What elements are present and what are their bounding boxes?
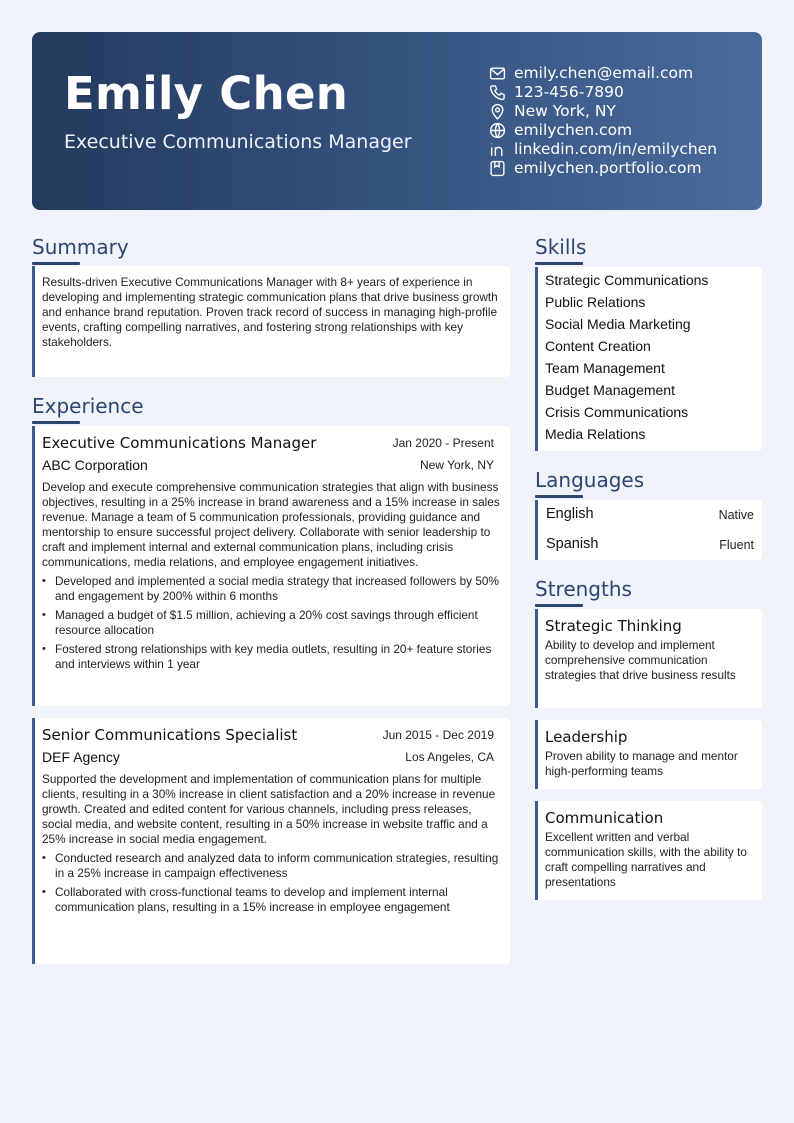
contact-linkedin[interactable] xyxy=(489,140,717,159)
resume-header xyxy=(32,32,762,210)
skills-heading: Skills xyxy=(535,235,587,259)
languages-heading: Languages xyxy=(535,468,645,492)
experience-heading: Experience xyxy=(32,394,144,418)
job-bullet: • Fostered strong relationships with key media outlets, resulting in 20+ feature stories and interviews within 1 year xyxy=(42,642,502,672)
strength-title: Leadership xyxy=(545,728,628,746)
strength-card xyxy=(535,609,762,708)
contact-email-text: emily.chen@email.com xyxy=(514,64,694,82)
skill-item: Social Media Marketing xyxy=(545,316,691,332)
job-card xyxy=(32,718,510,964)
language-row xyxy=(538,530,762,560)
job-bullets xyxy=(42,574,502,672)
job-card xyxy=(32,426,510,706)
contact-portfolio[interactable] xyxy=(489,159,717,178)
job-company: ABC Corporation xyxy=(42,457,148,473)
job-bullet: • Collaborated with cross-functional teams to develop and implement internal communication plans, resulting in a 15% increase in employee engagement xyxy=(42,885,502,915)
job-location: New York, NY xyxy=(419,458,494,472)
contact-phone[interactable] xyxy=(489,83,717,102)
globe-icon xyxy=(489,122,506,139)
language-name: Spanish xyxy=(546,536,599,552)
strength-title: Communication xyxy=(545,809,664,827)
summary-text: Results-driven Executive Communications Manager with 8+ years of experience in developing and implementing strategic communication plans that drive business growth and enhance brand reputation. Proven track record of success in managing high-profile events, crafting compelling narratives, and fostering strong relationships with key stakeholders. xyxy=(42,275,498,349)
contact-website[interactable] xyxy=(489,121,717,140)
candidate-title: Executive Communications Manager xyxy=(64,131,412,153)
skill-item: Strategic Communications xyxy=(545,272,709,288)
mail-icon xyxy=(489,65,506,82)
skill-item: Team Management xyxy=(545,360,665,376)
strength-text: Excellent written and verbal communication skills, with the ability to craft compelling narratives and presentations xyxy=(545,830,747,889)
language-level: Fluent xyxy=(719,538,754,552)
job-description: Supported the development and implementation of communication plans for multiple clients, resulting in a 30% increase in client satisfaction and a 20% increase in revenue growth. Created and edited content for various channels, including press releases, social media, and website content, resulting in a 50% increase in website traffic and a 25% increase in social media engagement. xyxy=(42,772,496,846)
job-bullet: • Conducted research and analyzed data to inform communication strategies, resulting in a 25% increase in campaign effectiveness xyxy=(42,851,502,881)
skill-item: Public Relations xyxy=(545,294,646,310)
job-bullet: • Managed a budget of $1.5 million, achieving a 20% cost savings through efficient resource allocation xyxy=(42,608,502,638)
job-bullets xyxy=(42,851,502,915)
strengths-heading: Strengths xyxy=(535,577,632,601)
job-company: DEF Agency xyxy=(42,749,120,765)
contact-phone-text: 123-456-7890 xyxy=(514,83,624,101)
contact-website-text: emilychen.com xyxy=(514,121,633,139)
job-title: Senior Communications Specialist xyxy=(42,726,298,744)
contact-location xyxy=(489,102,717,121)
language-row xyxy=(538,500,762,530)
summary-card xyxy=(32,266,510,377)
strength-title: Strategic Thinking xyxy=(545,617,682,635)
strength-card xyxy=(535,801,762,900)
linkedin-icon xyxy=(489,141,506,158)
contact-linkedin-text: linkedin.com/in/emilychen xyxy=(514,140,718,158)
languages-card xyxy=(535,500,762,560)
skills-card xyxy=(535,267,762,451)
skill-item: Budget Management xyxy=(545,382,675,398)
job-dates: Jun 2015 - Dec 2019 xyxy=(382,728,494,742)
language-level: Native xyxy=(718,508,754,522)
phone-icon xyxy=(489,84,506,101)
contact-email[interactable] xyxy=(489,64,717,83)
strength-card xyxy=(535,720,762,789)
strength-text: Ability to develop and implement comprehensive communication strategies that drive business results xyxy=(545,638,736,682)
skill-item: Media Relations xyxy=(545,426,646,442)
contact-location-text: New York, NY xyxy=(514,102,616,120)
contact-portfolio-text: emilychen.portfolio.com xyxy=(514,159,702,177)
skill-item: Content Creation xyxy=(545,338,651,354)
job-location: Los Angeles, CA xyxy=(405,750,494,764)
location-pin-icon xyxy=(489,103,506,120)
candidate-name: Emily Chen xyxy=(64,67,349,120)
strength-text: Proven ability to manage and mentor high-performing teams xyxy=(545,749,738,778)
job-description: Develop and execute comprehensive communication strategies that align with business objectives, resulting in a 25% increase in brand awareness and a 15% increase in sales revenue. Manage a team of 5 communication professionals, providing guidance and mentorship to ensure successful project delivery. Collaborate with senior leadership to craft and implement internal and external communication plans, including crisis communications, media relations, and employee engagement initiatives. xyxy=(42,480,500,569)
portfolio-icon xyxy=(489,160,506,177)
summary-heading: Summary xyxy=(32,235,129,259)
skill-item: Crisis Communications xyxy=(545,404,689,420)
job-bullet: • Developed and implemented a social media strategy that increased followers by 50% and engagement by 200% within 6 months xyxy=(42,574,502,604)
job-title: Executive Communications Manager xyxy=(42,434,317,452)
contact-list xyxy=(489,64,717,178)
job-dates: Jan 2020 - Present xyxy=(392,436,494,450)
language-name: English xyxy=(546,506,594,522)
